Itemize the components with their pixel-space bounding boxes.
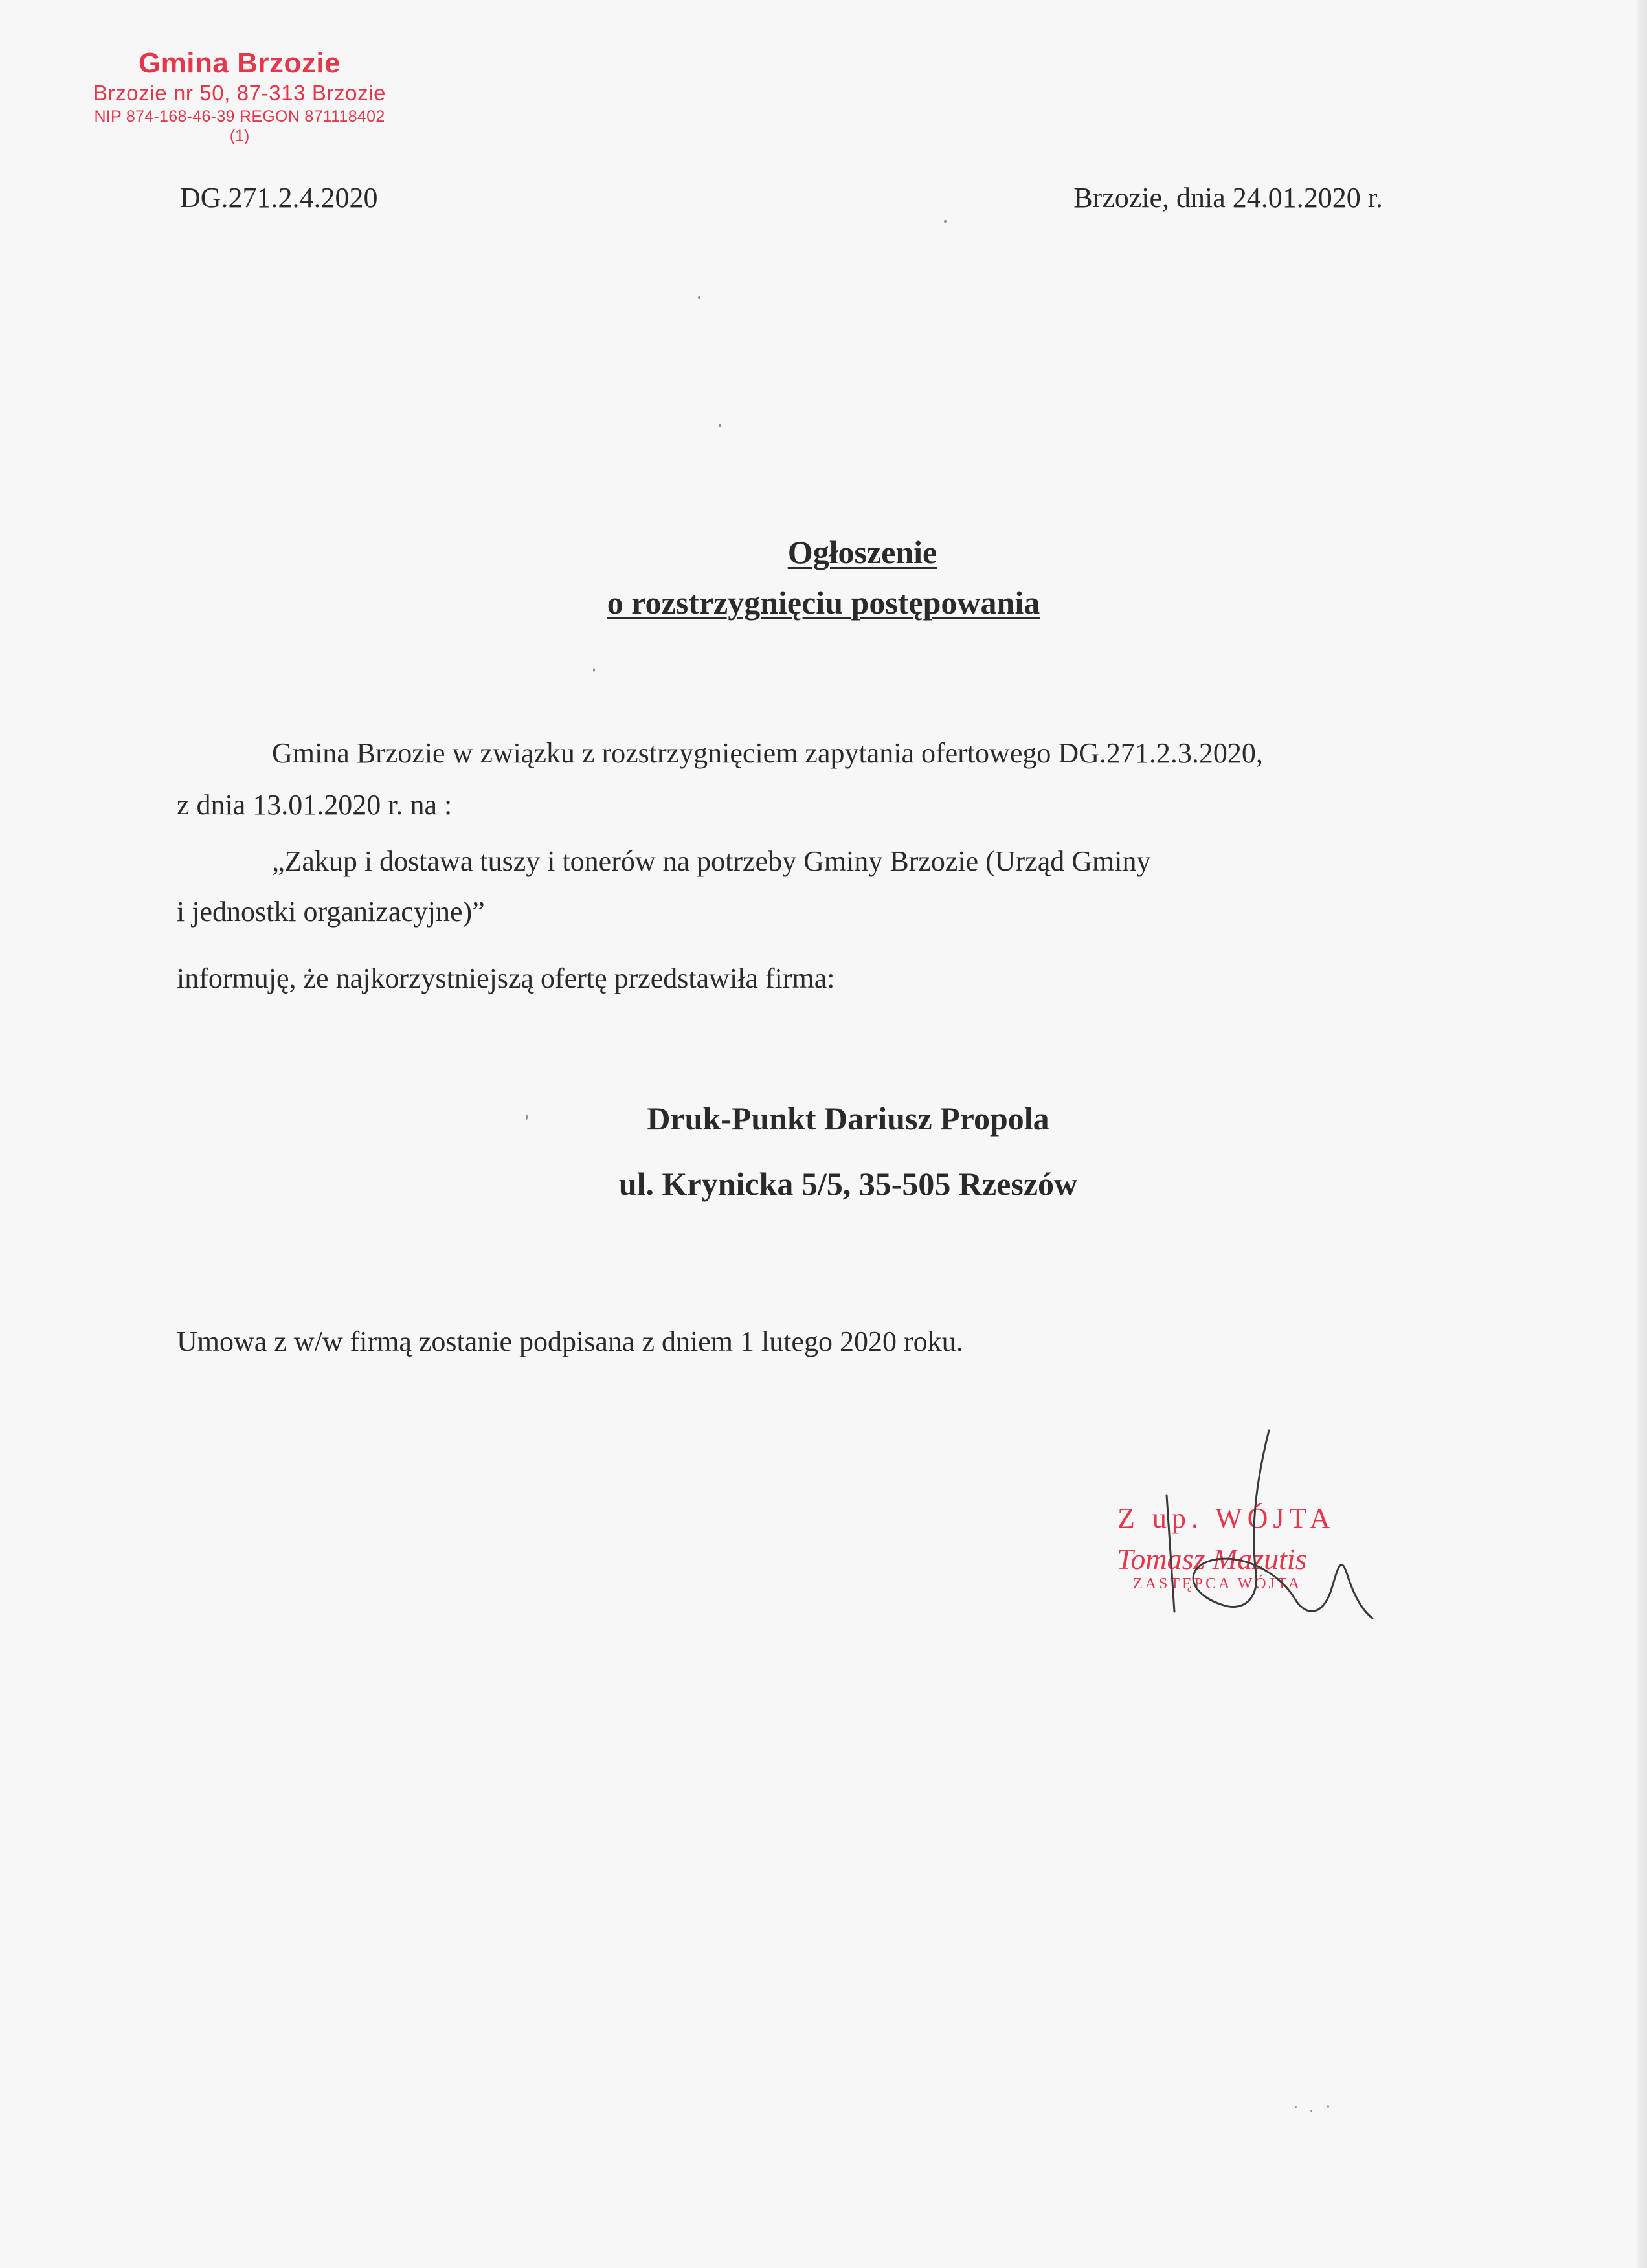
contract-note: Umowa z w/w firmą zostanie podpisana z dniem 1 lutego 2020 roku. [177,1326,963,1357]
scan-speck [719,424,721,427]
inform-line: informuję, że najkorzystniejszą ofertę przedstawiła firma: [177,962,835,994]
scan-speck [944,220,947,223]
signature-stamp-line-3: ZASTĘPCA WÓJTA [1133,1575,1302,1592]
document-title: Ogłoszenie [787,534,937,570]
winner-company-address: ul. Krynicka 5/5, 35-505 Rzeszów [618,1166,1078,1202]
scan-speck [1310,2110,1312,2112]
handwritten-signature [1126,1424,1398,1644]
stamp-tax-ids: NIP 874-168-46-39 REGON 871118402 [94,107,385,126]
scan-speck [1327,2105,1329,2108]
scan-speck [526,1115,528,1120]
scan-speck [593,668,595,672]
header-stamp [65,47,414,145]
intro-paragraph [177,735,1407,823]
subject-paragraph [177,843,1405,930]
intro-line-2: z dnia 13.01.2020 r. na : [177,789,453,821]
stamp-number: (1) [229,127,250,145]
stamp-office-name: Gmina Brzozie [138,47,341,79]
intro-line-1: Gmina Brzozie w związku z rozstrzygnięciem zapytania ofertowego DG.271.2.3.2020, [272,737,1263,769]
signature-stamp-line-1: Z up. WÓJTA [1117,1502,1336,1534]
scan-speck [698,296,700,299]
scan-speck [1295,2106,1297,2108]
subject-line-1: „Zakup i dostawa tuszy i tonerów na potrzeby Gminy Brzozie (Urząd Gminy [272,845,1151,877]
signature-stamp-line-2: Tomasz Mazutis [1117,1542,1307,1575]
stamp-address: Brzozie nr 50, 87-313 Brzozie [93,81,387,105]
place-and-date: Brzozie, dnia 24.01.2020 r. [1073,182,1383,214]
document-subtitle: o rozstrzygnięciu postępowania [607,584,1040,621]
subject-line-2: i jednostki organizacyjne)” [177,896,485,928]
winner-company-name: Druk-Punkt Dariusz Propola [647,1100,1049,1137]
reference-number: DG.271.2.4.2020 [180,182,378,214]
